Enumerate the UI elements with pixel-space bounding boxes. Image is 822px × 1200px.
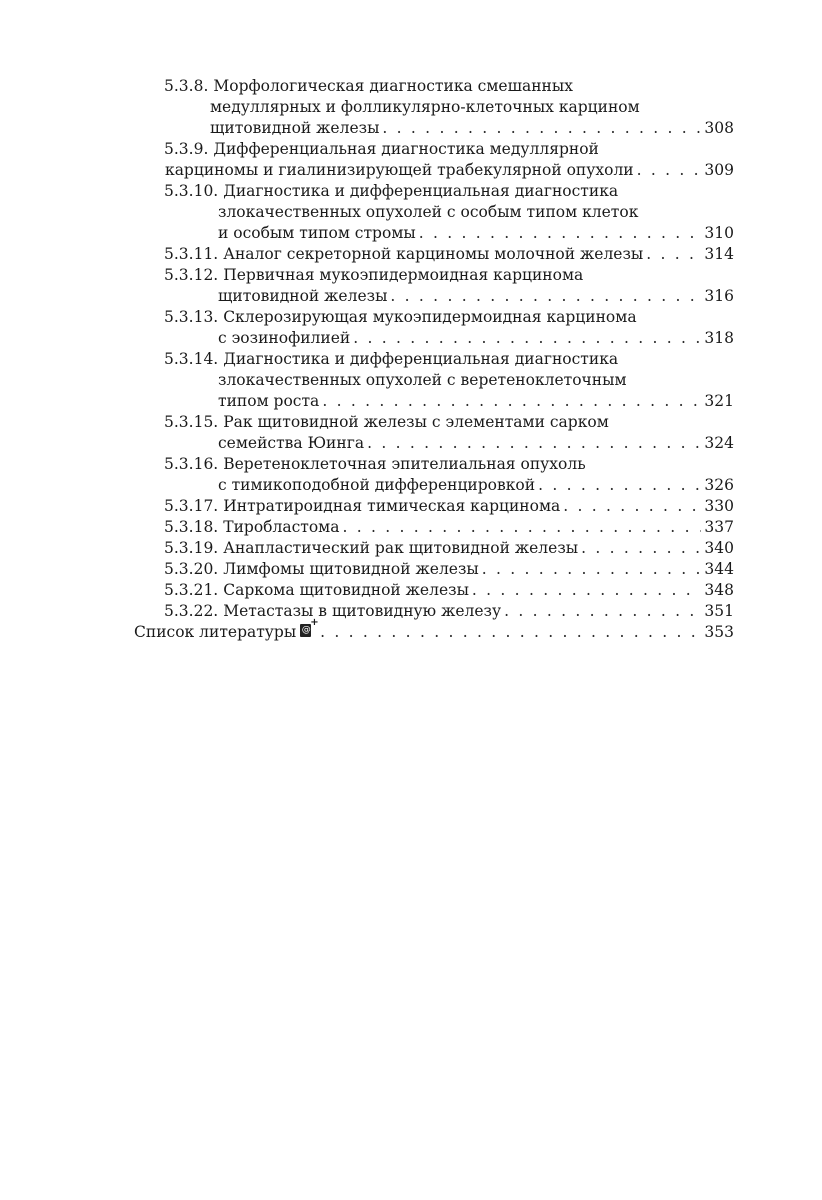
toc-entry-number: 5.3.10. [164,182,219,200]
toc-entry-title-line: карциномы и гиалинизирующей трабекулярной опухоли [165,161,634,179]
toc-entry-5-3-13[interactable] [134,307,734,349]
toc-page-number: 330 [704,497,734,515]
toc-page-number: 337 [704,518,734,536]
toc-entry-title-line: семейства Юинга [218,434,365,452]
plus-icon: + [310,617,319,628]
toc-entry-title-line: Анапластический рак щитовидной железы [223,539,579,557]
toc-entry-number: 5.3.21. [164,581,219,599]
toc-entry-title-line: Диагностика и дифференциальная диагностика [223,182,619,200]
dot-leader [637,160,702,181]
toc-page-number: 344 [704,560,734,578]
toc-entry-references[interactable] [134,617,734,643]
dot-leader [419,223,702,244]
toc-entry-title-line: Диагностика и дифференциальная диагностика [223,350,619,368]
toc-page-number: 324 [704,434,734,452]
references-label: Список литературы [134,623,297,641]
toc-page-number: 310 [704,224,734,242]
toc-entry-5-3-14[interactable] [134,349,734,412]
toc-entry-title-line: медуллярных и фолликулярно-клеточных карцином [210,98,640,116]
toc-entry-title-line: щитовидной железы [218,287,388,305]
toc-entry-5-3-22[interactable] [134,601,734,622]
toc-entry-number: 5.3.12. [164,266,219,284]
toc-page-number: 316 [704,287,734,305]
toc-entry-5-3-11[interactable] [134,244,734,265]
toc-entry-5-3-21[interactable] [134,580,734,601]
toc-entry-title-line: Первичная мукоэпидермоидная карцинома [223,266,584,284]
toc-entry-title-line: Дифференциальная диагностика медуллярной [213,140,599,158]
dot-leader [306,622,702,643]
toc-entry-title-line: Аналог секреторной карциномы молочной железы [223,245,644,263]
toc-entry-title-line: Саркома щитовидной железы [223,581,469,599]
toc-entry-title-line: Морфологическая диагностика смешанных [213,77,573,95]
dot-leader [382,118,701,139]
toc-page-number: 348 [704,581,734,599]
dot-leader [482,559,702,580]
toc-entry-title-line: Склерозирующая мукоэпидермоидная карцинома [223,308,637,326]
dot-leader [504,601,701,622]
toc-entry-number: 5.3.9. [164,140,209,158]
toc-page-number: 308 [704,119,734,137]
dot-leader [563,496,701,517]
toc-entry-title-line: злокачественных опухолей с веретеноклеточным [218,371,627,389]
toc-entry-number: 5.3.22. [164,602,219,620]
toc-entry-number: 5.3.19. [164,539,219,557]
toc-entry-title-line: Интратироидная тимическая карцинома [223,497,561,515]
toc-entry-5-3-17[interactable] [134,496,734,517]
toc-entry-number: 5.3.20. [164,560,219,578]
toc-entry-title-line: Лимфомы щитовидной железы [223,560,479,578]
toc-entry-title-line: Метастазы в щитовидную железу [223,602,502,620]
toc-page-number: 326 [704,476,734,494]
toc-entry-5-3-12[interactable] [134,265,734,307]
dot-leader [342,517,701,538]
toc-page-number: 314 [704,245,734,263]
dot-leader [367,433,701,454]
toc-entry-5-3-10[interactable] [134,181,734,244]
toc-entry-number: 5.3.18. [164,518,219,536]
toc-page-number: 340 [704,539,734,557]
dot-leader [322,391,701,412]
toc-entry-title-line: щитовидной железы [210,119,380,137]
toc-entry-title-line: типом роста [218,392,320,410]
toc-entry-5-3-16[interactable] [134,454,734,496]
toc-page-number: 351 [704,602,734,620]
toc-page-number: 318 [704,329,734,347]
toc-entry-title-line: и особым типом стромы [218,224,416,242]
toc-entry-number: 5.3.8. [164,77,209,95]
toc-entry-5-3-19[interactable] [134,538,734,559]
toc-page-number: 353 [704,623,734,641]
ebook-at-plus-icon [300,617,319,637]
at-sign-icon: @ [301,625,311,635]
toc-entry-number: 5.3.15. [164,413,219,431]
toc-entry-5-3-18[interactable] [134,517,734,538]
toc-page-number: 309 [704,161,734,179]
dot-leader [353,328,701,349]
toc-entry-number: 5.3.13. [164,308,219,326]
toc-entry-number: 5.3.11. [164,245,219,263]
toc-entry-title-line: с эозинофилией [218,329,351,347]
toc-entry-title-line: злокачественных опухолей с особым типом клеток [218,203,639,221]
dot-leader [472,580,701,601]
dot-leader [581,538,701,559]
toc-entry-5-3-20[interactable] [134,559,734,580]
toc-entry-5-3-15[interactable] [134,412,734,454]
toc-entry-title-line: Веретеноклеточная эпителиальная опухоль [223,455,586,473]
toc-entry-title-line: Рак щитовидной железы с элементами сарком [223,413,609,431]
toc-entry-5-3-8[interactable] [134,76,734,139]
toc-entry-number: 5.3.16. [164,455,219,473]
toc-entry-number: 5.3.17. [164,497,219,515]
dot-leader [538,475,701,496]
toc-entry-title-line: с тимикоподобной дифференцировкой [218,476,536,494]
dot-leader [646,244,701,265]
table-of-contents [134,76,734,643]
dot-leader [390,286,701,307]
toc-entry-title-line: Тиробластома [223,518,340,536]
toc-page-number: 321 [704,392,734,410]
toc-entry-number: 5.3.14. [164,350,219,368]
toc-entry-5-3-9[interactable] [134,139,734,181]
